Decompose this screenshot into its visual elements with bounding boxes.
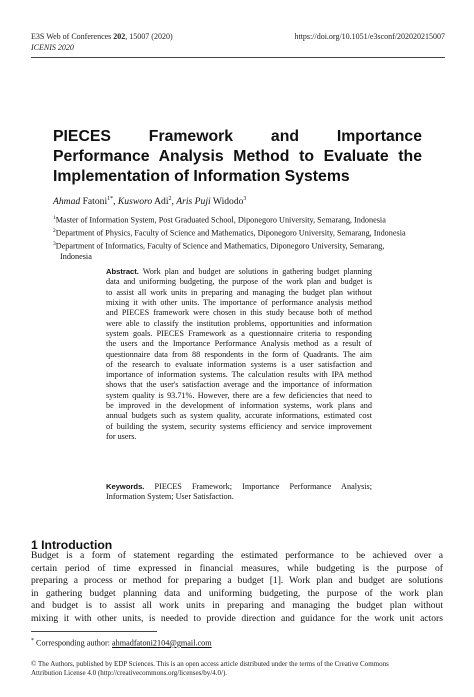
affiliation <box>53 213 428 226</box>
abstract-line: system quality is 93.71%. However, there are a few deficiencies that need to <box>106 390 372 400</box>
journal-name: E3S Web of Conferences <box>31 32 114 41</box>
keywords-line: Information System; User Satisfaction. <box>106 492 234 502</box>
author-last-name: Fatoni <box>80 196 108 208</box>
abstract-line: be improved in the development of information systems, work plans and <box>106 401 372 411</box>
affiliation-list <box>53 213 428 262</box>
section-body <box>31 550 443 626</box>
title-line: PIECES Framework and Importance <box>53 128 422 145</box>
header-divider <box>31 57 445 58</box>
abstract-line: system goals. PIECES Framework as a questionnaire criteria to responding <box>106 328 372 338</box>
abstract-line: questionnaire data from 88 respondents in the form of Quadrants. The aim <box>106 349 372 359</box>
abstract-text: Work plan and budget are solutions in gathering budget planning <box>138 267 372 276</box>
body-line: and budget is to assist all work units in preparing and managing the budget plan without <box>31 600 443 612</box>
abstract-line: for users. <box>106 432 137 441</box>
affiliation-text: Department of Physics, Faculty of Science and Mathematics, Diponegoro University, Semarang, Indonesia <box>55 228 406 238</box>
abstract-line: the users and the Importance Performance Analysis method as a result of <box>106 339 372 349</box>
author-first-name: Kusworo <box>117 196 153 208</box>
abstract-line: data and uniforming budgeting, the purpose of the work plan and budget is <box>106 277 372 287</box>
abstract-line: to assist all work units in preparing and managing the budget plan without <box>106 287 372 297</box>
abstract-line: and PIECES framework were chosen in this study because both of method <box>106 308 372 318</box>
abstract-line: were able to classify the institution problems, opportunities and information <box>106 318 372 328</box>
keywords-text: PIECES Framework; Importance Performance Analysis; <box>144 482 372 491</box>
abstract-line: annual budgets such as system quality, accurate informations, estimated cost <box>106 411 372 421</box>
footnote-label: Corresponding author: <box>34 638 112 648</box>
section-heading: 1 Introduction <box>31 538 113 553</box>
affiliation <box>53 226 428 239</box>
body-line: mixing it with other units, is needed to provide direction and guidance for the work unit actors <box>31 612 443 624</box>
abstract-line: shows that the user's satisfaction average and the importance of information <box>106 380 372 390</box>
abstract <box>106 267 372 442</box>
conference-name: ICENIS 2020 <box>31 43 74 52</box>
abstract-line: of the research to evaluate information systems is a user satisfaction and <box>106 359 372 369</box>
title-line: Implementation of Information Systems <box>53 168 350 185</box>
keywords <box>106 482 372 503</box>
paper-title <box>53 127 422 187</box>
footnote-mark: * <box>31 638 34 644</box>
journal-volume: 202 <box>113 32 126 41</box>
abstract-line: of building the system, security systems efficiency and service improvement <box>106 421 372 431</box>
author-first-name: Aris Puji <box>176 196 211 208</box>
affiliation-mark: 3 <box>53 241 56 248</box>
author-last-name: Adi <box>152 196 169 208</box>
affiliation-text: Master of Information System, Post Graduated School, Diponegoro University, Semarang, Indonesia <box>55 215 386 225</box>
author-last-name: Widodo <box>210 196 244 208</box>
abstract-line <box>106 267 372 277</box>
abstract-line: mixing it with other units. The importance of performance analysis method <box>106 297 372 307</box>
author-affiliation-mark: 2 <box>168 196 172 202</box>
license-line: © The Authors, published by EDP Sciences. This is an open access article distributed under the terms of the Creative Commons <box>31 660 389 668</box>
doi-link[interactable]: https://doi.org/10.1051/e3sconf/202020215007 <box>294 32 445 41</box>
author-list: Ahmad Fatoni$^{1*}$, Kusworo Adi$^2$, Aris Puji Widodo$^3$ <box>53 196 247 208</box>
license-line: Attribution License 4.0 (http://creativecommons.org/licenses/by/4.0/). <box>31 669 228 677</box>
footnote <box>31 636 212 649</box>
keywords-label: Keywords. <box>106 482 145 491</box>
affiliation-mark: 2 <box>53 228 56 235</box>
running-header <box>31 31 173 53</box>
author-first-name: Ahmad <box>53 196 81 208</box>
affiliation-text: Department of Informatics, Faculty of Science and Mathematics, Diponegoro University, Semarang, <box>55 241 385 251</box>
affiliation <box>53 239 428 252</box>
body-line: preparing a process or method for preparing a budget [1]. Work plan and budget are solutions <box>31 575 443 587</box>
keywords-line <box>106 482 372 492</box>
author-affiliation-mark: 3 <box>243 196 247 202</box>
affiliation-mark: 1 <box>53 215 56 221</box>
abstract-line: importance of information systems. The calculation results with IPA method <box>106 370 372 380</box>
abstract-label: Abstract. <box>106 267 139 276</box>
footnote-divider <box>31 631 157 632</box>
body-line: certain period of time expressed in financial measures, while budgeting is the purpose of <box>31 562 443 574</box>
body-line: in gathering budget planning data and uniforming budgeting, the purpose of the work plan <box>31 587 443 599</box>
author-email-link[interactable]: ahmadfatoni2104@gmail.com <box>112 638 212 648</box>
article-number: , 15007 (2020) <box>125 32 173 41</box>
body-line: Budget is a form of statement regarding the estimated performance to be achieved over a <box>31 550 443 561</box>
title-line: Performance Analysis Method to Evaluate the <box>53 148 422 165</box>
affiliation-continuation: Indonesia <box>60 252 92 262</box>
license-footer <box>31 660 447 678</box>
author-affiliation-mark: 1* <box>107 196 114 202</box>
